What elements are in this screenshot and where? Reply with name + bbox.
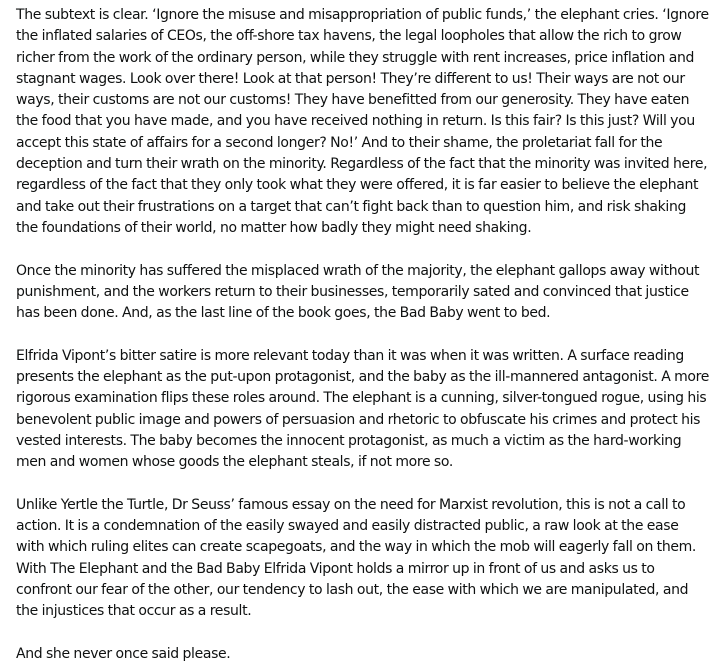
review-paragraph-4: Unlike Yertle the Turtle, Dr Seuss’ famous essay on the need for Marxist revolution, this is not a call to action. It is a condemnation of the easily swayed and easily distracted public, a raw look at the ease with which ruling elites can create scapegoats, and the way in which the mob will eagerly fall on them. With The Elephant and the Bad Baby Elfrida Vipont holds a mirror up in front of us and asks us to confront our fear of the other, our tendency to lash out, the ease with which we are manipulated, and the injustices that occur as a result. — [16, 496, 696, 620]
review-paragraph-1: The subtext is clear. ‘Ignore the misuse and misappropriation of public funds,’ the elephant cries. ‘Ignore the inflated salaries of CEOs, the off-shore tax havens, the legal loopholes that allow the rich to grow richer from the work of the ordinary person, while they struggle with rent increases, price inflation and stagnant wages. Look over there! Look at that person! They’re different to us! Their ways are not our ways, their customs are not our customs! They have benefitted from our generosity. They have eaten the food that you have made, and you have received nothing in return. Is this fair? Is this just? Will you accept this state of affairs for a second longer? No!’ And to their shame, the proletariat fall for the deception and turn their wrath on the minority. Regardless of the fact that the minority was invited here, regardless of the fact that they only took what they were offered, it is far easier to believe the elephant and take out their frustrations on a target that can’t fight back than to question him, and risk shaking the foundations of their world, no matter how badly they might need shaking. — [16, 7, 709, 236]
review-paragraph-2: Once the minority has suffered the misplaced wrath of the majority, the elephant gallops away without punishment, and the workers return to their businesses, temporarily sated and convinced that justice has been done. And, as the last line of the book goes, the Bad Baby went to bed. — [16, 262, 700, 322]
review-paragraph-5: And she never once said please. — [16, 645, 231, 662]
review-paragraph-3: Elfrida Vipont’s bitter satire is more relevant today than it was when it was written. A surface reading presents the elephant as the put-upon protagonist, and the baby as the ill-mannered antagonist. A more rigorous examination flips these roles around. The elephant is a cunning, silver-tongued rogue, using his benevolent public image and powers of persuasion and rhetoric to obfuscate his crimes and protect his vested interests. The baby becomes the innocent protagonist, as much a victim as the hard-working men and women whose goods the elephant steals, if not more so. — [16, 347, 709, 471]
review-body — [16, 5, 710, 665]
